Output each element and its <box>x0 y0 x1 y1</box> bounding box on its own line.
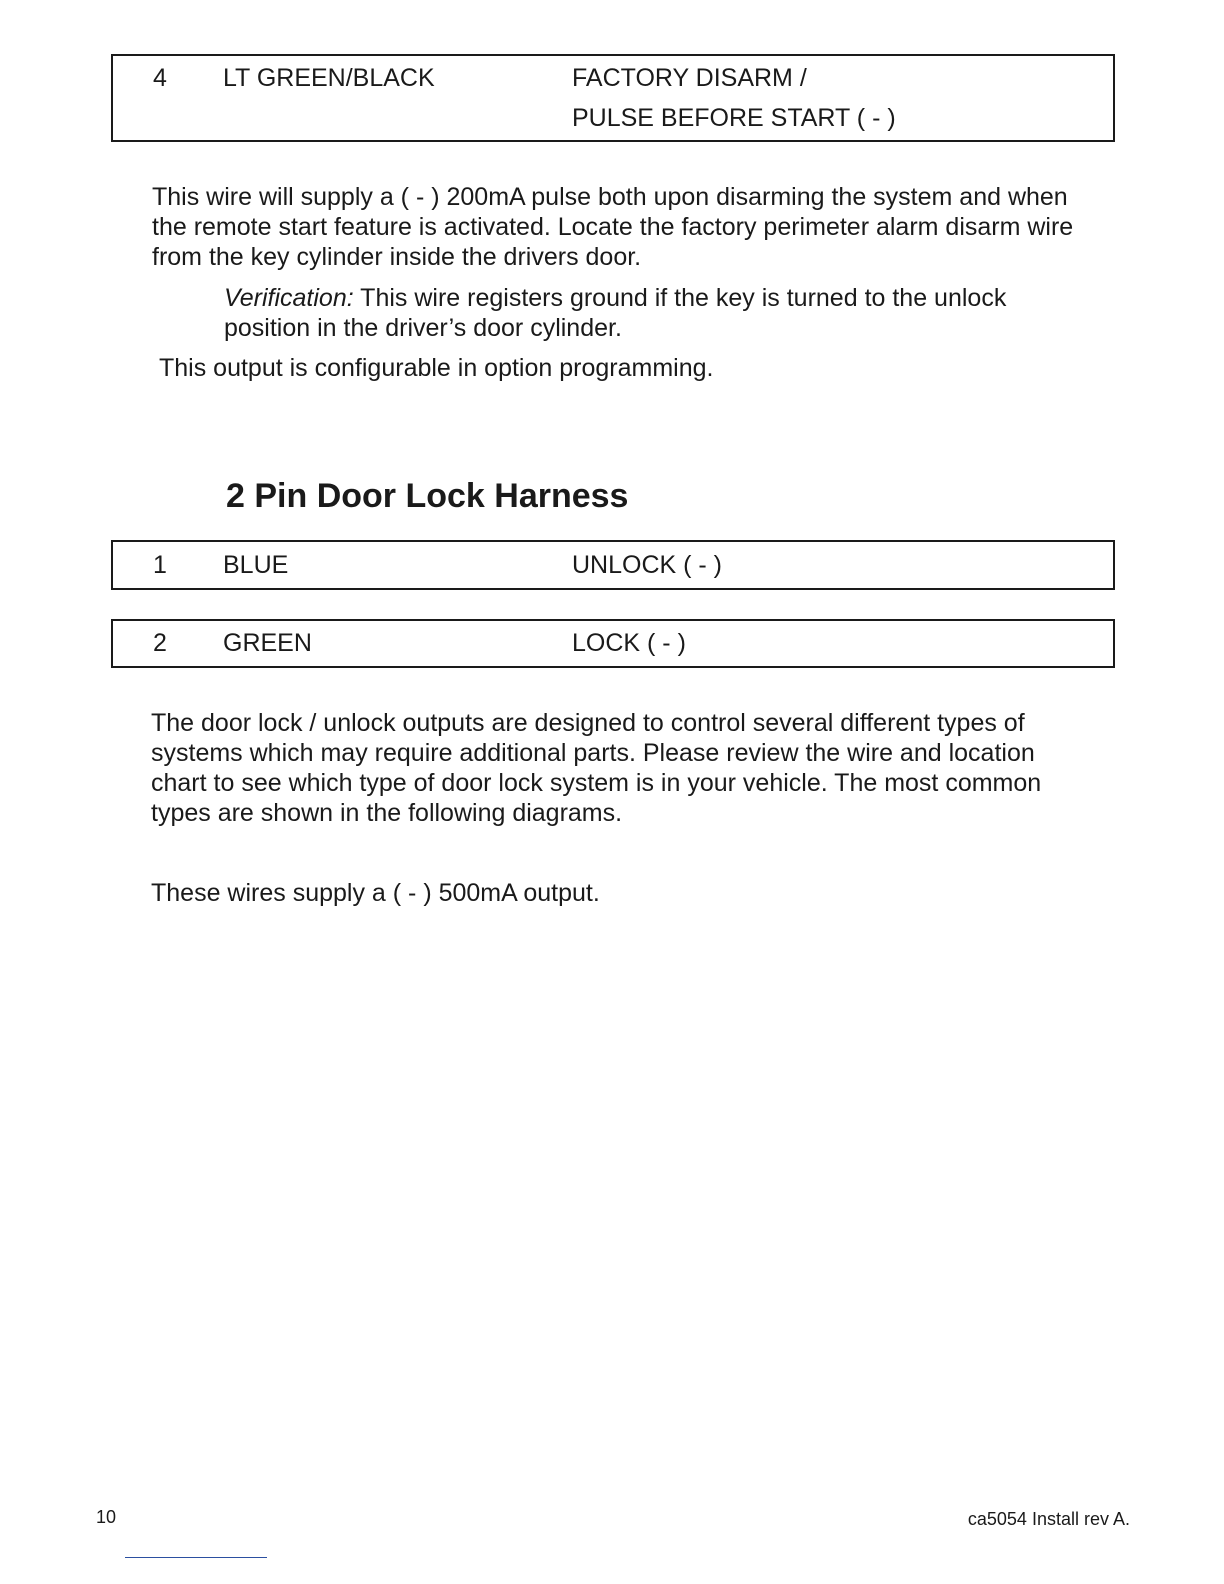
pulse-description <box>152 182 1073 272</box>
text-line: systems which may require additional parts. Please review the wire and location <box>151 739 1035 767</box>
output-note: These wires supply a ( - ) 500mA output. <box>151 879 600 907</box>
wire-color: LT GREEN/BLACK <box>223 64 435 92</box>
page-number: 10 <box>96 1507 117 1527</box>
divider <box>125 1557 267 1558</box>
wire-function-line1: FACTORY DISARM / <box>572 64 807 92</box>
pin-number: 2 <box>153 629 167 657</box>
document-id: ca5054 Install rev A. <box>967 1509 1130 1529</box>
wire-color: GREEN <box>223 629 312 657</box>
pin-number: 1 <box>153 551 167 579</box>
wire-color: BLUE <box>223 551 289 579</box>
text-line: types are shown in the following diagrams. <box>151 799 623 827</box>
pin-row-1 <box>111 540 1115 590</box>
verification-label: Verification: <box>224 284 354 312</box>
pin-row-4 <box>111 54 1115 142</box>
wire-function: UNLOCK ( - ) <box>572 551 722 579</box>
text-line: This wire will supply a ( - ) 200mA pulse both upon disarming the system and when <box>152 183 1068 211</box>
pin-row-2 <box>111 619 1115 668</box>
door-lock-description <box>151 708 1041 828</box>
text-line <box>224 283 1006 313</box>
wire-function-line2: PULSE BEFORE START ( - ) <box>572 104 896 132</box>
verification-text: This wire registers ground if the key is turned to the unlock <box>353 284 1007 312</box>
configurable-note: This output is configurable in option programming. <box>159 354 714 382</box>
pin-number: 4 <box>153 64 167 92</box>
wire-function: LOCK ( - ) <box>572 629 686 657</box>
text-line: the remote start feature is activated. Locate the factory perimeter alarm disarm wire <box>152 213 1074 241</box>
text-line: The door lock / unlock outputs are designed to control several different types of <box>151 709 1025 737</box>
verification-note <box>224 283 1006 343</box>
section-heading: 2 Pin Door Lock Harness <box>226 477 629 515</box>
text-line: position in the driver’s door cylinder. <box>224 314 622 342</box>
text-line: from the key cylinder inside the drivers door. <box>152 243 642 271</box>
text-line: chart to see which type of door lock system is in your vehicle. The most common <box>151 769 1042 797</box>
